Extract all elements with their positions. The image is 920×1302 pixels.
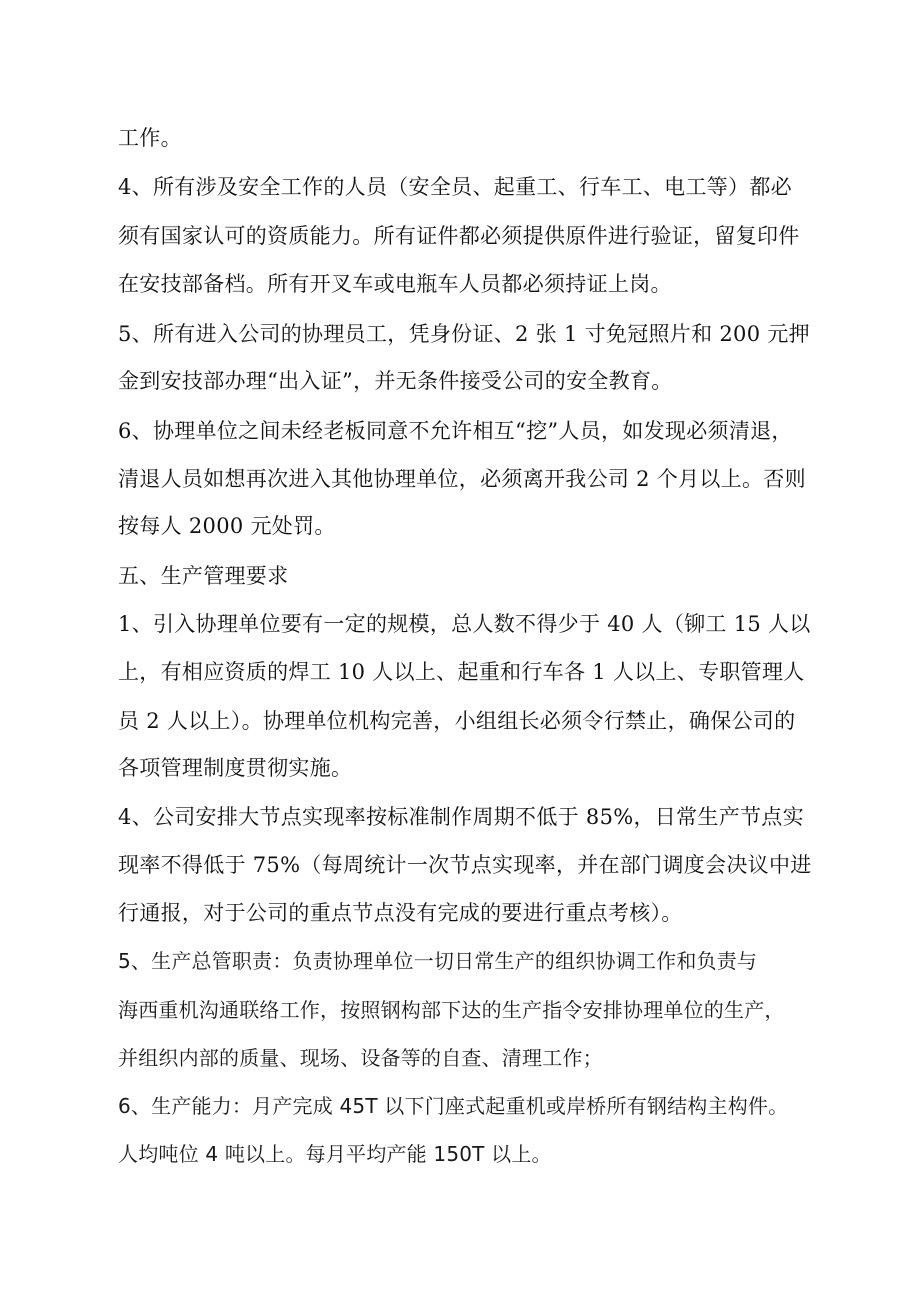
text-line: 按每人 2000 元处罚。	[118, 514, 336, 538]
text-line: 6、协理单位之间未经老板同意不允许相互“挖”人员，如发现必须清退，	[118, 419, 793, 443]
text-line: 金到安技部办理“出入证”，并无条件接受公司的安全教育。	[118, 369, 673, 393]
text-line: 员 2 人以上）。协理单位机构完善，小组组长必须令行禁止，确保公司的	[118, 709, 796, 733]
text-line: 人均吨位 4 吨以上。每月平均产能 150T 以上。	[118, 1142, 552, 1166]
text-line: 并组织内部的质量、现场、设备等的自查、清理工作；	[118, 1046, 603, 1070]
text-line: 1、引入协理单位要有一定的规模，总人数不得少于 40 人（铆工 15 人以	[118, 612, 811, 636]
text-line: 工作。	[118, 126, 182, 150]
section-heading: 五、生产管理要求	[118, 564, 289, 588]
text-line: 在安技部备档。所有开叉车或电瓶车人员都必须持证上岗。	[118, 272, 672, 296]
text-line: 4、公司安排大节点实现率按标准制作周期不低于 85%，日常生产节点实	[118, 805, 804, 829]
text-line: 各项管理制度贯彻实施。	[118, 756, 353, 780]
text-line: 5、所有进入公司的协理员工，凭身份证、2 张 1 寸免冠照片和 200 元押	[118, 322, 810, 346]
text-line: 6、生产能力：月产完成 45T 以下门座式起重机或岸桥所有钢结构主构件。	[118, 1094, 789, 1118]
text-line: 5、生产总管职责：负责协理单位一切日常生产的组织协调工作和负责与	[118, 949, 758, 973]
text-line: 现率不得低于 75%（每周统计一次节点实现率，并在部门调度会决议中进	[118, 853, 812, 877]
text-line: 行通报，对于公司的重点节点没有完成的要进行重点考核）。	[118, 901, 683, 925]
text-line: 4、所有涉及安全工作的人员（安全员、起重工、行车工、电工等）都必	[118, 175, 792, 199]
text-line: 上，有相应资质的焊工 10 人以上、起重和行车各 1 人以上、专职管理人	[118, 660, 805, 684]
text-line: 须有国家认可的资质能力。所有证件都必须提供原件进行验证，留复印件	[118, 224, 800, 248]
text-line: 海西重机沟通联络工作，按照钢构部下达的生产指令安排协理单位的生产，	[118, 998, 785, 1022]
text-line: 清退人员如想再次进入其他协理单位，必须离开我公司 2 个月以上。否则	[118, 467, 806, 491]
